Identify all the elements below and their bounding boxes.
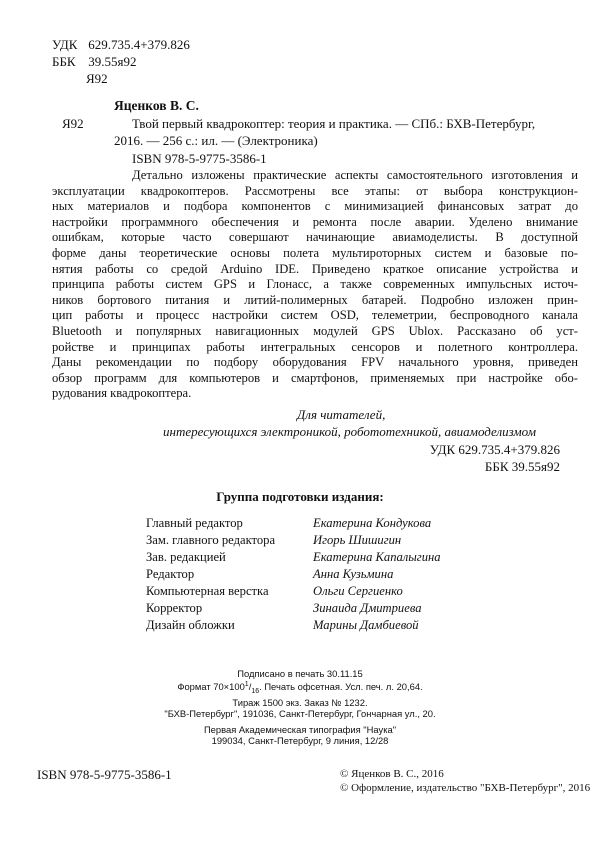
copyright-publisher: © Оформление, издательство "БХВ-Петербург", 2016 — [340, 782, 591, 794]
audience-line-1: Для читателей, — [297, 407, 386, 422]
footer-isbn: ISBN 978-5-9775-3586-1 — [37, 767, 172, 782]
description — [52, 168, 578, 402]
staff-name: Ольги Сергиенко — [313, 584, 403, 598]
imprint-printer-address: 199034, Санкт-Петербург, 9 линия, 12/28 — [211, 735, 389, 746]
staff-name: Екатерина Кондукова — [313, 516, 432, 530]
bbk-value: 39.55я92 — [88, 54, 137, 69]
imprint-print-run: Тираж 1500 экз. Заказ № 1232. — [232, 697, 368, 708]
title-line-2: 2016. — 256 с.: ил. — (Электроника) — [114, 133, 318, 148]
imprint-printer: Первая Академическая типография "Наука" — [203, 724, 397, 735]
udk-line — [52, 37, 190, 52]
staff-name: Анна Кузьмина — [313, 567, 394, 581]
staff-name: Игорь Шишигин — [313, 533, 402, 547]
staff-row — [146, 533, 566, 549]
description-line: эксплуатации квадрокоптеров. Рассмотрены все этапы: от выбора конструкцион- — [52, 183, 578, 198]
udk-value: 629.735.4+379.826 — [88, 37, 190, 52]
staff-role: Зав. редакцией — [146, 550, 226, 564]
staff-row — [146, 516, 566, 532]
author-name: Яценков В. С. — [114, 98, 199, 113]
description-line: рудования квадрокоптера. — [52, 386, 192, 401]
description-line: ройстве и принципах работы интегральных сенсоров и полетного контроллера. — [52, 339, 578, 354]
staff-name: Марины Дамбиевой — [313, 618, 419, 632]
imprint-block — [0, 668, 600, 746]
audience-line-2: интересующихся электроникой, робототехникой, авиамоделизмом — [163, 424, 536, 439]
imprint-format-num: 1 — [244, 681, 249, 688]
description-line: Детально изложены практические аспекты самостоятельного изготовления и — [132, 168, 578, 182]
imprint-format-prefix: Формат 70×100 — [177, 681, 245, 693]
staff-role: Корректор — [146, 601, 203, 615]
staff-role: Дизайн обложки — [146, 618, 235, 632]
staff-row — [146, 601, 566, 617]
staff-row — [146, 567, 566, 583]
staff-name: Екатерина Капалыгина — [313, 550, 441, 564]
bbk-label: ББК — [52, 54, 76, 69]
description-line: нятия работы со средой Arduino IDE. Приведено краткое описание устройства и — [52, 261, 578, 276]
description-line: форме даны теоретические основы полета мультироторных систем и базовые по- — [52, 245, 578, 260]
entry-isbn: ISBN 978-5-9775-3586-1 — [132, 151, 267, 166]
udk-right: УДК 629.735.4+379.826 — [429, 442, 560, 457]
description-line: ошибкам, которые часто совершают начинающие авиамоделисты. В доступной — [52, 230, 578, 245]
description-line: ных материалов и подбора компонентов с минимизацией финансовых затрат до — [52, 199, 578, 214]
staff-name: Зинаида Дмитриева — [313, 601, 422, 615]
title-line-1: Твой первый квадрокоптер: теория и практика. — СПб.: БХВ-Петербург, — [132, 116, 536, 131]
staff-role: Зам. главного редактора — [146, 533, 276, 547]
description-line: Даны рекомендации по подбору оборудования FPV начального уровня, приведен — [52, 355, 578, 370]
description-line: обзор программ для компьютеров и смартфонов, применяемых при настройке обо- — [52, 370, 578, 385]
copyright-author: © Яценков В. С., 2016 — [340, 768, 444, 780]
staff-row — [146, 584, 566, 600]
staff-heading: Группа подготовки издания: — [216, 489, 384, 504]
description-line: настройки программного обеспечения и ремонта после аварии. Уделено внимание — [52, 214, 578, 229]
description-line: ников бортового питания и литий-полимерных батарей. Подробно изложен прин- — [52, 292, 578, 307]
staff-role: Редактор — [146, 567, 195, 581]
bbk-line — [52, 54, 136, 69]
staff-role: Компьютерная верстка — [146, 584, 269, 598]
entry-mark: Я92 — [62, 116, 84, 131]
staff-row — [146, 550, 566, 566]
imprint-format-den: 16 — [251, 688, 260, 695]
description-line: Bluetooth и популярных навигационных модулей GPS Ublox. Рассказано об уст- — [52, 323, 578, 338]
staff-row — [146, 618, 566, 634]
imprint-signed: Подписано в печать 30.11.15 — [237, 668, 363, 679]
bbk-right: ББК 39.55я92 — [484, 459, 560, 474]
imprint-format-suffix: . Печать офсетная. Усл. печ. л. 20,64. — [259, 681, 423, 693]
author-mark: Я92 — [86, 71, 108, 86]
udk-label: УДК — [52, 37, 78, 52]
staff-role: Главный редактор — [146, 516, 243, 530]
description-line: цип работы и процесс настройки систем OSD, телеметрии, беспроводного канала — [52, 308, 578, 323]
description-line: принципа работы систем GPS и Глонасс, а также современных импульсных источ- — [52, 277, 578, 292]
imprint-format: Формат $70\times 100^1/_{16}$. Печать офсетная. Усл. печ. л. 20,64. — [177, 681, 423, 695]
imprint-publisher: "БХВ-Петербург", 191036, Санкт-Петербург, Гончарная ул., 20. — [164, 708, 436, 719]
